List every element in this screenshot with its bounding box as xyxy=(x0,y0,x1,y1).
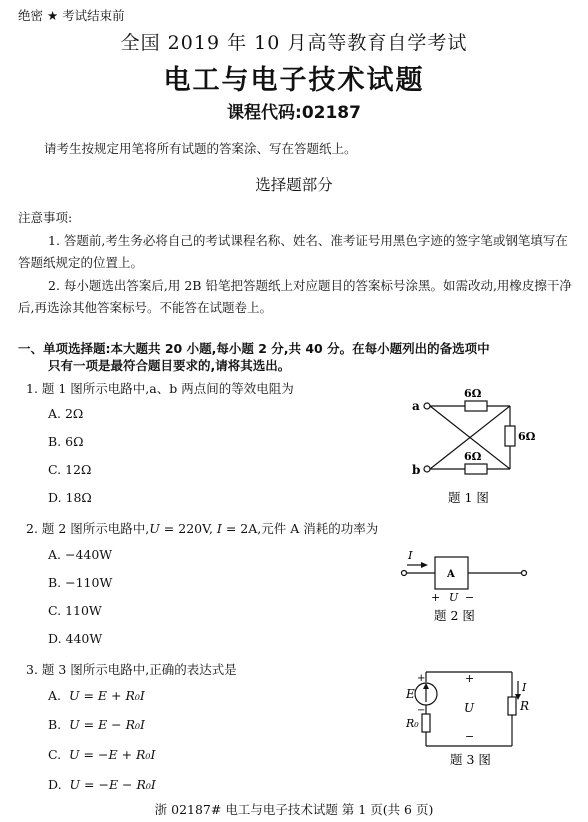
figure-3-current-label: I xyxy=(522,681,527,694)
question-2-option-b: B. −110W xyxy=(48,575,113,590)
confidential-label: 绝密 ★ 考试结束前 xyxy=(18,8,125,23)
paper-title: 电工与电子技术试题 xyxy=(163,65,425,96)
question-2-stem-i-val: = 2A,元件 A 消耗的功率为 xyxy=(221,521,379,536)
question-3-option-d-expr: U = −E − R₀I xyxy=(69,777,156,792)
figure-2-current-label: I xyxy=(408,548,413,562)
question-3-option-a-letter: A. xyxy=(48,688,62,703)
notice-item-2: 2. 每小题选出答案后,用 2B 铅笔把答题纸上对应题目的答案标号涂黑。如需改动,用橡皮擦干净后,再选涂其他答案标号。不能答在试题卷上。 xyxy=(18,278,572,315)
figure-1-r-top: 6Ω xyxy=(464,387,482,400)
question-3-option-b-letter: B. xyxy=(48,717,62,732)
question-1-option-c: C. 12Ω xyxy=(48,462,92,477)
notice-heading: 注意事项: xyxy=(18,210,73,225)
question-2-stem-pre: 2. 题 2 图所示电路中, xyxy=(26,521,150,536)
figure-2-element-label: A xyxy=(447,569,455,580)
question-2-stem-u-val: = 220V, xyxy=(159,521,217,536)
figure-2 xyxy=(395,548,545,626)
figure-2-voltage: U xyxy=(449,591,459,604)
figure-1-r-bottom: 6Ω xyxy=(464,450,482,463)
part1-title-line2: 只有一项是最符合题目要求的,请将其选出。 xyxy=(48,358,291,373)
figure-3-u-minus: − xyxy=(465,730,475,743)
figure-3-r0-label: R₀ xyxy=(406,717,419,730)
figure-3-source-label: E xyxy=(406,687,415,701)
figure-3-resistor-label: R xyxy=(520,699,530,713)
question-3-option-d-letter: D. xyxy=(48,777,62,792)
question-3-option-c xyxy=(48,747,155,762)
figure-1-node-b: b xyxy=(412,463,421,477)
question-2-stem xyxy=(26,519,378,537)
figure-3-u-plus: + xyxy=(465,672,475,685)
question-3-option-c-letter: C. xyxy=(48,747,62,762)
question-2-option-c: C. 110W xyxy=(48,603,102,618)
figure-1-caption: 题 1 图 xyxy=(448,490,489,505)
exam-title: 全国 2019 年 10 月高等教育自学考试 xyxy=(120,32,468,54)
question-1-stem: 1. 题 1 图所示电路中,a、b 两点间的等效电阻为 xyxy=(26,381,294,396)
part1-title xyxy=(18,340,578,374)
figure-1-node-a: a xyxy=(412,399,420,413)
question-2-stem-i: I xyxy=(216,521,222,536)
question-2-option-d: D. 440W xyxy=(48,631,103,646)
figure-3-source-minus: − xyxy=(417,705,426,716)
question-1-option-b: B. 6Ω xyxy=(48,434,84,449)
question-3-option-b-expr: U = E − R₀I xyxy=(69,717,145,732)
question-1-option-d: D. 18Ω xyxy=(48,490,92,505)
figure-2-plus: + xyxy=(431,591,441,604)
question-2-stem-u: U xyxy=(149,521,160,536)
question-3-option-c-expr: U = −E + R₀I xyxy=(69,747,156,762)
figure-1 xyxy=(400,384,550,508)
figure-1-r-right: 6Ω xyxy=(518,430,536,443)
figure-2-current-arrow-icon xyxy=(421,562,428,568)
figure-3 xyxy=(398,664,538,772)
question-3-stem: 3. 题 3 图所示电路中,正确的表达式是 xyxy=(26,662,237,677)
instruction: 请考生按规定用笔将所有试题的答案涂、写在答题纸上。 xyxy=(44,141,357,156)
question-3-option-a-expr: U = E + R₀I xyxy=(68,688,145,703)
page-footer: 浙 02187# 电工与电子技术试题 第 1 页(共 6 页) xyxy=(154,802,434,817)
figure-3-source-plus: + xyxy=(417,673,426,684)
question-3-option-d xyxy=(48,777,156,792)
section-title: 选择题部分 xyxy=(255,176,333,194)
figure-2-minus: − xyxy=(465,591,475,604)
question-2-option-a: A. −440W xyxy=(48,547,113,562)
figure-2-caption: 题 2 图 xyxy=(434,608,475,623)
part1-title-line1: 一、单项选择题:本大题共 20 小题,每小题 2 分,共 40 分。在每小题列出的备选项中 xyxy=(18,341,490,356)
course-code: 课程代码:02187 xyxy=(227,103,361,123)
question-1-option-a: A. 2Ω xyxy=(48,406,84,421)
figure-3-caption: 题 3 图 xyxy=(450,752,491,767)
notice-item-1: 1. 答题前,考生务必将自己的考试课程名称、姓名、准考证号用黑色字迹的签字笔或钢笔填写在答题纸规定的位置上。 xyxy=(18,233,568,270)
question-3-option-a xyxy=(48,688,145,703)
question-3-option-b xyxy=(48,717,145,732)
figure-3-voltage-label: U xyxy=(464,701,475,715)
